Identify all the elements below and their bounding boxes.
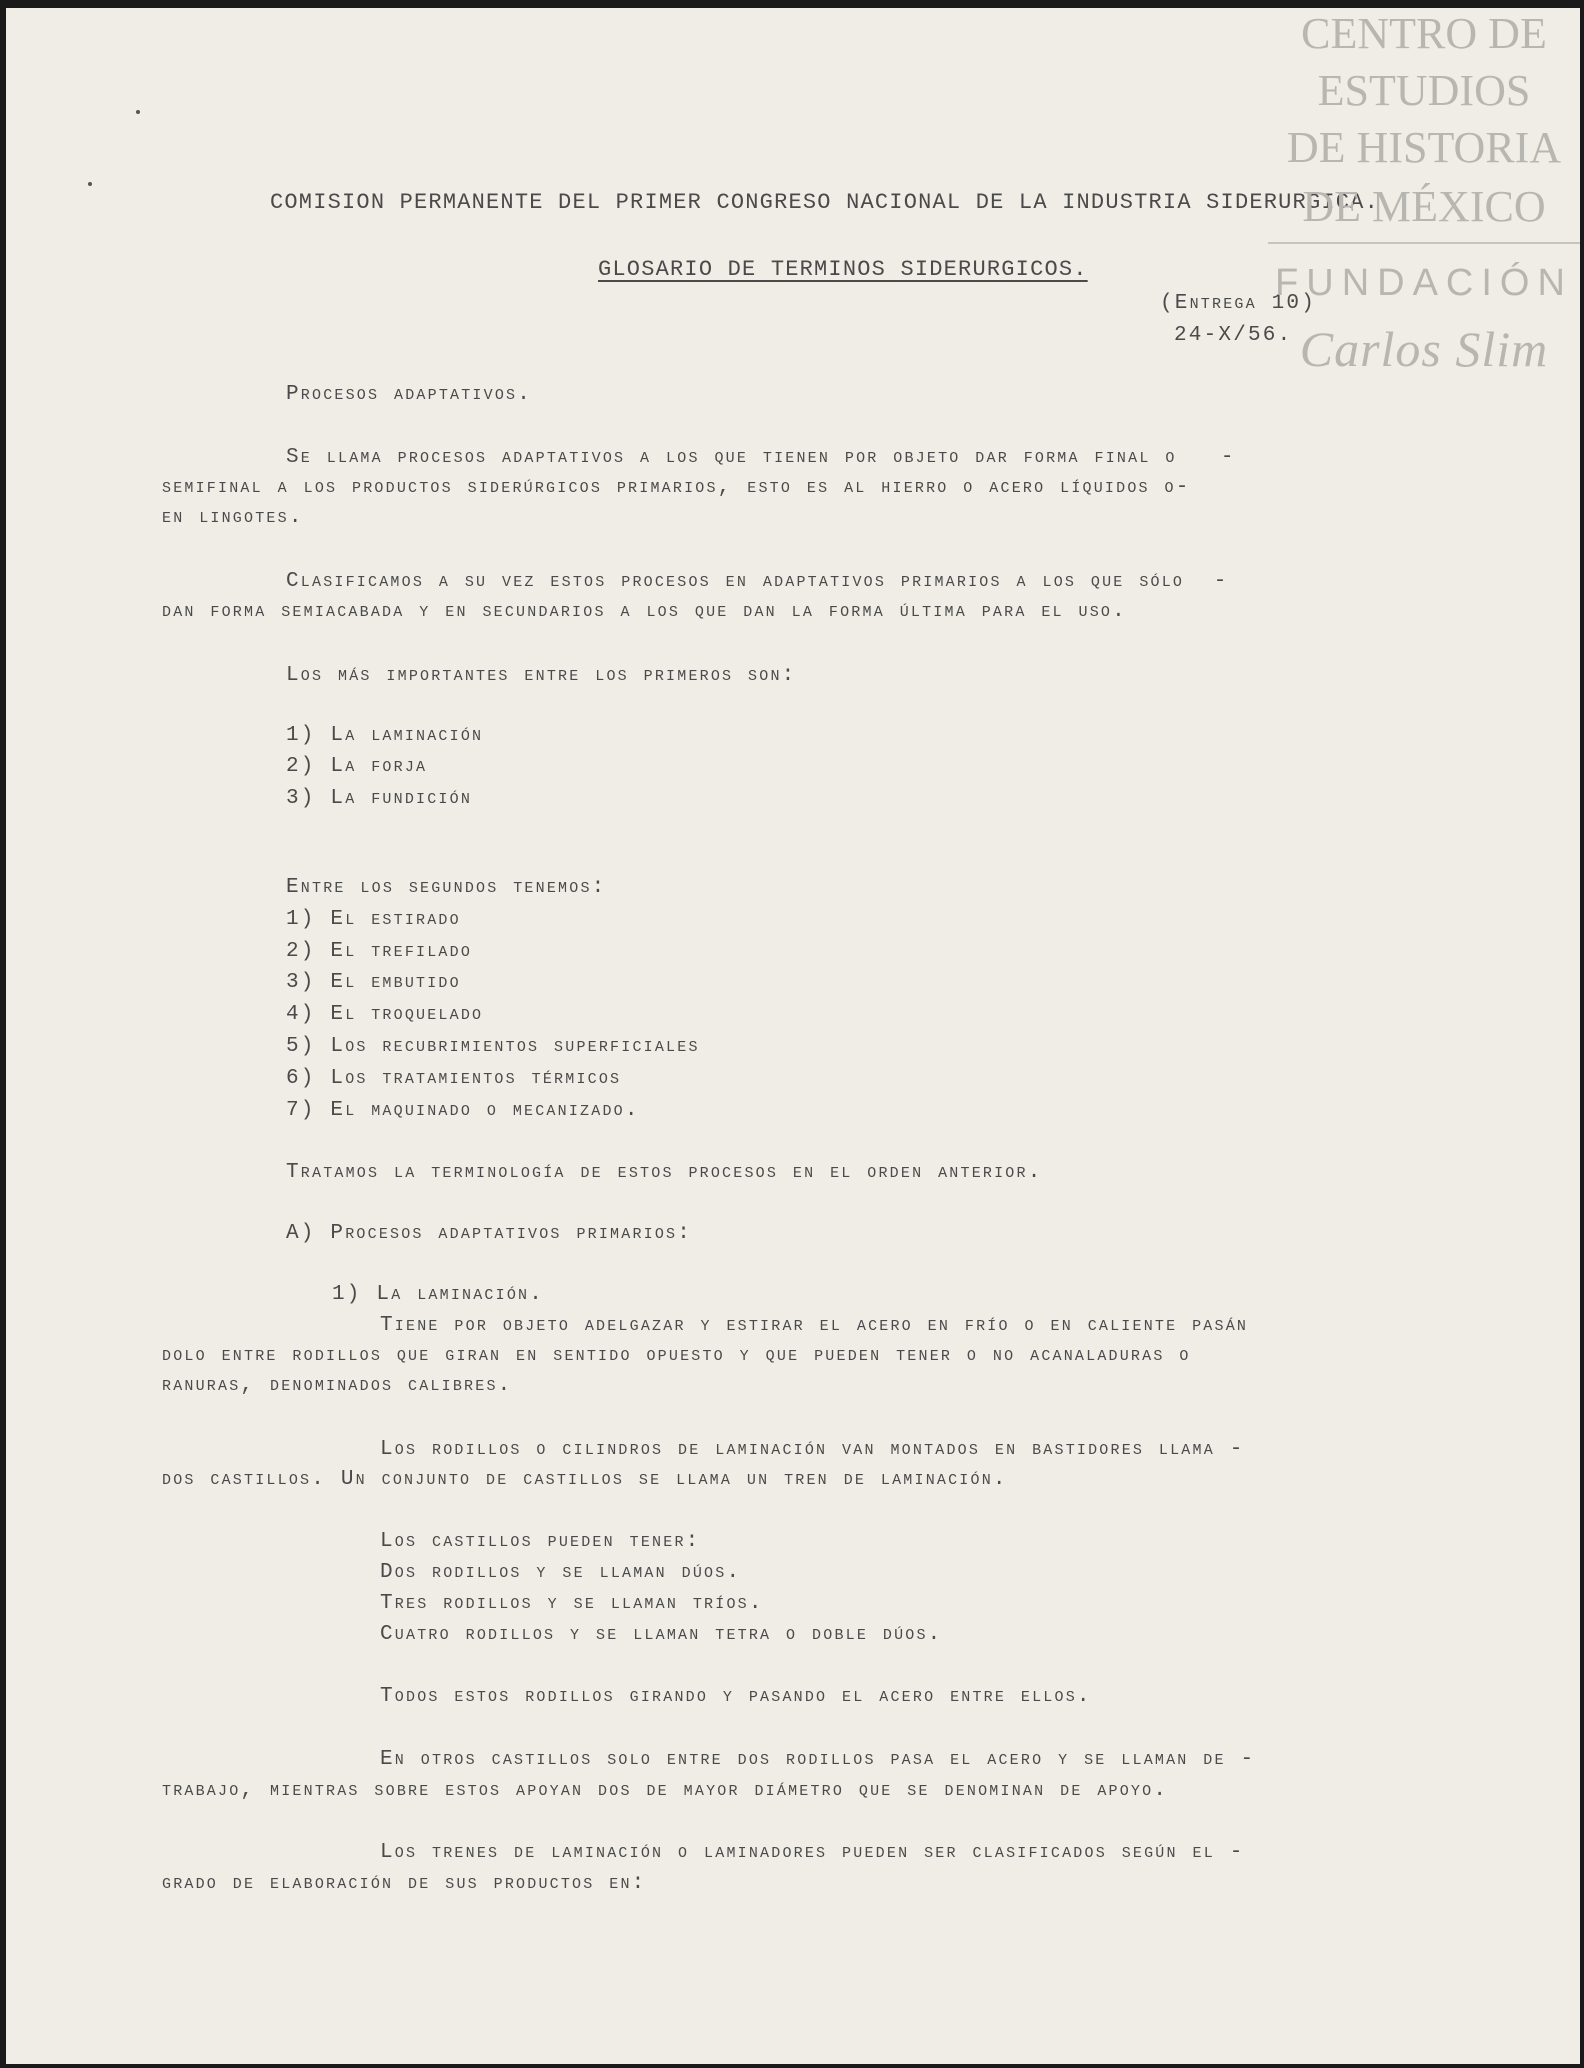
body-line: Los trenes de laminación o laminadores pueden ser clasificados según el -	[380, 1841, 1245, 1864]
body-line: Tres rodillos y se llaman tríos.	[380, 1592, 764, 1615]
list-item: 5) Los recubrimientos superficiales	[286, 1035, 700, 1058]
document-title	[598, 258, 1088, 282]
body-line: A) Procesos adaptativos primarios:	[286, 1222, 693, 1245]
body-line: Se llama procesos adaptativos a los que tienen por objeto dar forma final o -	[286, 446, 1236, 469]
ink-speck	[88, 182, 92, 186]
body-line: Dos rodillos y se llaman dúos.	[380, 1561, 742, 1584]
document-page	[6, 8, 1580, 2064]
body-line: Tiene por objeto adelgazar y estirar el acero en frío o en caliente pasán	[380, 1314, 1249, 1337]
body-line: En otros castillos solo entre dos rodillos pasa el acero y se llaman de -	[380, 1748, 1256, 1771]
ink-speck	[136, 110, 140, 114]
body-line: dolo entre rodillos que giran en sentido opuesto y que pueden tener o no acanaladuras o	[162, 1344, 1191, 1367]
body-line: dos castillos. Un conjunto de castillos se llama un tren de laminación.	[162, 1468, 1008, 1491]
list-item: 2) La forja	[286, 755, 428, 778]
list-item: 2) El trefilado	[286, 940, 473, 963]
watermark-divider	[1268, 242, 1580, 244]
body-line: Los castillos pueden tener:	[380, 1530, 701, 1553]
body-line: Todos estos rodillos girando y pasando el acero entre ellos.	[380, 1685, 1092, 1708]
section-heading: Procesos adaptativos.	[286, 383, 533, 406]
list-item: 1) El estirado	[286, 908, 461, 931]
watermark-line: ESTUDIOS	[1317, 66, 1531, 115]
list-item: 1) La laminación	[286, 724, 484, 747]
body-line: Cuatro rodillos y se llaman tetra o doble dúos.	[380, 1623, 943, 1646]
watermark-line: CENTRO DE	[1301, 9, 1547, 58]
watermark-line: FUNDACIÓN	[1275, 262, 1573, 304]
watermark-signature: Carlos Slim	[1299, 321, 1549, 377]
list-item: 3) El embutido	[286, 971, 461, 994]
body-line: Tratamos la terminología de estos procesos en el orden anterior.	[286, 1161, 1043, 1184]
body-line: dan forma semiacabada y en secundarios a los que dan la forma última para el uso.	[162, 600, 1127, 623]
watermark-line: DE HISTORIA	[1286, 123, 1562, 172]
body-line: Entre los segundos tenemos:	[286, 876, 607, 899]
body-line: ranuras, denominados calibres.	[162, 1374, 513, 1397]
list-item: 3) La fundición	[286, 787, 473, 810]
document-title-text: GLOSARIO DE TERMINOS SIDERURGICOS.	[598, 257, 1088, 282]
body-line: Clasificamos a su vez estos procesos en adaptativos primarios a los que sólo -	[286, 570, 1229, 593]
archive-watermark	[1268, 8, 1580, 408]
body-line: Los rodillos o cilindros de laminación van montados en bastidores llama -	[380, 1438, 1245, 1461]
header-line: COMISION PERMANENTE DEL PRIMER CONGRESO NACIONAL DE LA INDUSTRIA SIDERURGICA.	[270, 190, 1379, 215]
entrega-label: (Entrega 10)	[1160, 292, 1317, 315]
body-line: en lingotes.	[162, 506, 304, 529]
subsection-heading: 1) La laminación.	[332, 1283, 545, 1306]
body-line: trabajo, mientras sobre estos apoyan dos de mayor diámetro que se denominan de apoyo.	[162, 1779, 1169, 1802]
list-item: 6) Los tratamientos térmicos	[286, 1067, 622, 1090]
watermark-line: DE MÉXICO	[1302, 182, 1546, 231]
list-item: 7) El maquinado o mecanizado.	[286, 1099, 640, 1122]
body-line: grado de elaboración de sus productos en:	[162, 1872, 647, 1895]
body-line: semifinal a los productos siderúrgicos primarios, esto es al hierro o acero líquidos o-	[162, 476, 1191, 499]
body-line: Los más importantes entre los primeros son:	[286, 664, 797, 687]
document-date: 24-X/56.	[1174, 324, 1293, 347]
list-item: 4) El troquelado	[286, 1003, 484, 1026]
